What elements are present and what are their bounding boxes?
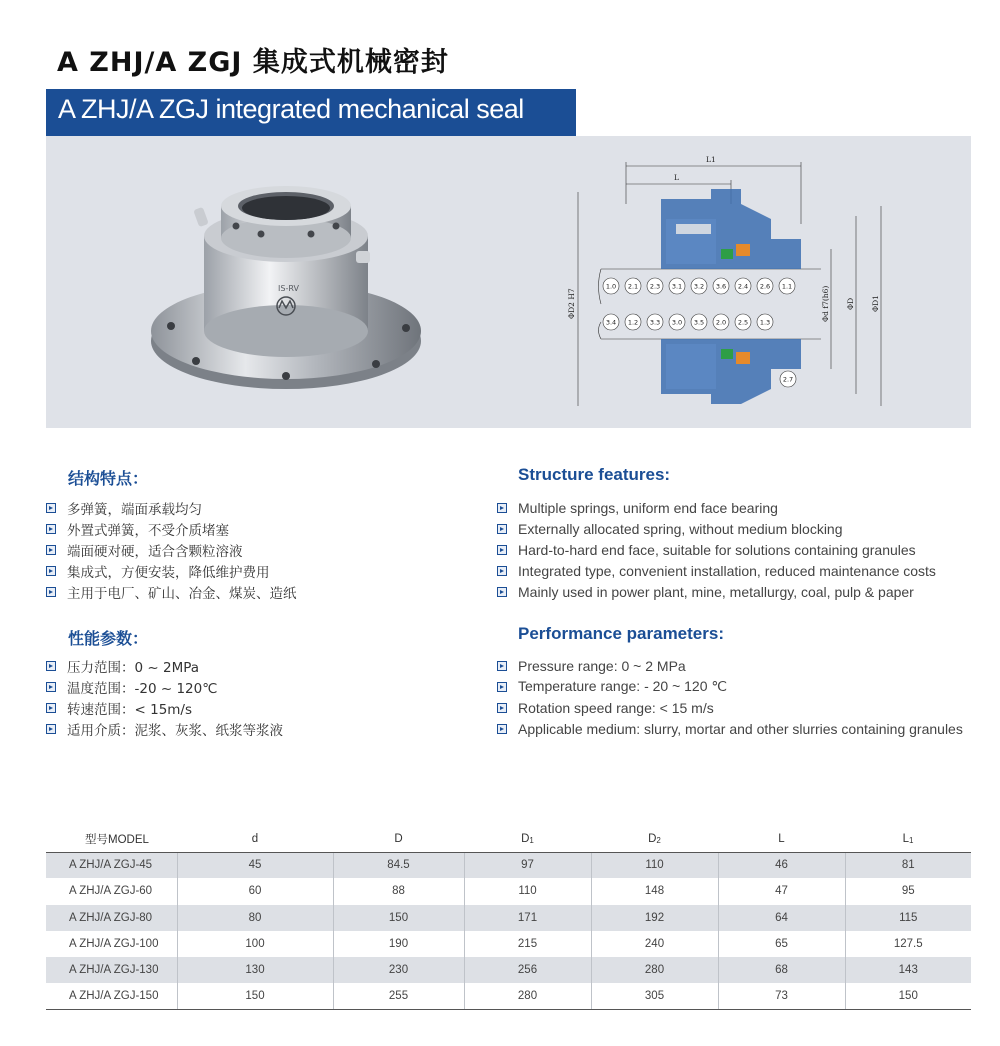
list-item [46, 518, 297, 539]
list-item-text: 温度范围：-20 ~ 120℃ [67, 680, 218, 697]
performance-heading-en: Performance parameters: [518, 624, 724, 643]
list-item-text: Pressure range: 0 ~ 2 MPa [518, 657, 686, 674]
structure-list-cn [46, 497, 297, 602]
dim-label-d2: ΦD2 H7 [567, 288, 576, 319]
page-title-en: A ZHJ/A ZGJ integrated mechanical seal [58, 94, 524, 124]
list-item [46, 676, 283, 697]
table-cell: A ZHJ/A ZGJ-45 [46, 852, 177, 878]
svg-text:IS-RV: IS-RV [278, 284, 299, 293]
list-item-text: 多弹簧，端面承载均匀 [67, 501, 202, 518]
list-item [46, 539, 297, 560]
table-cell: 84.5 [333, 852, 464, 878]
bullet-icon [497, 682, 507, 692]
table-cell: A ZHJ/A ZGJ-130 [46, 957, 177, 983]
bullet-icon [46, 545, 56, 555]
spec-table [46, 826, 971, 1010]
table-cell: A ZHJ/A ZGJ-100 [46, 931, 177, 957]
list-item [497, 560, 936, 581]
drawing-part-number: 3.3 [649, 318, 661, 327]
list-item-text: Integrated type, convenient installation, reduced maintenance costs [518, 562, 936, 579]
bullet-icon [46, 703, 56, 713]
table-cell: 110 [464, 878, 591, 904]
bullet-icon [497, 566, 507, 576]
list-item-text: Mainly used in power plant, mine, metallurgy, coal, pulp & paper [518, 583, 914, 600]
list-item [497, 539, 936, 560]
bullet-icon [46, 724, 56, 734]
table-row [46, 878, 971, 904]
dim-label-shaft-d: Φd f7(h6) [821, 285, 830, 322]
drawing-part-number: 2.0 [715, 318, 727, 327]
table-cell: 215 [464, 931, 591, 957]
page-title-cn: A ZHJ/A ZGJ 集成式机械密封 [57, 47, 449, 78]
table-cell: 150 [177, 983, 333, 1009]
drawing-part-number: 1.1 [781, 282, 793, 291]
list-item [497, 497, 936, 518]
drawing-part-number: 3.0 [671, 318, 683, 327]
list-item [46, 497, 297, 518]
col-header-D: D [333, 826, 464, 852]
table-cell: 47 [718, 878, 845, 904]
performance-list-cn [46, 655, 283, 739]
dim-label-d1: ΦD1 [871, 295, 880, 312]
table-cell: 130 [177, 957, 333, 983]
table-cell: 60 [177, 878, 333, 904]
drawing-part-number: 1.2 [627, 318, 639, 327]
list-item-text: Applicable medium: slurry, mortar and other slurries containing granules [518, 720, 963, 737]
performance-heading-cn: 性能参数： [68, 629, 149, 648]
product-hero-panel [46, 136, 971, 428]
col-header-L1: $L_1$ [845, 826, 971, 852]
list-item [497, 518, 936, 539]
table-row [46, 905, 971, 931]
list-item-text: Temperature range: - 20 ~ 120 ℃ [518, 678, 728, 694]
table-cell: 100 [177, 931, 333, 957]
table-row [46, 852, 971, 878]
title-banner [46, 89, 576, 136]
drawing-part-number: 2.4 [737, 282, 749, 291]
list-item [46, 581, 297, 602]
performance-list-en [497, 655, 963, 739]
list-item [46, 697, 283, 718]
bullet-icon [46, 682, 56, 692]
table-cell: 110 [591, 852, 718, 878]
structure-heading-cn: 结构特点： [68, 469, 149, 488]
table-cell: 255 [333, 983, 464, 1009]
list-item [497, 697, 963, 718]
table-cell: 115 [845, 905, 971, 931]
bullet-icon [497, 703, 507, 713]
table-cell: 148 [591, 878, 718, 904]
table-row [46, 931, 971, 957]
table-cell: 88 [333, 878, 464, 904]
table-cell: A ZHJ/A ZGJ-150 [46, 983, 177, 1009]
drawing-part-number: 1.3 [759, 318, 771, 327]
drawing-part-number: 3.5 [693, 318, 705, 327]
list-item [497, 655, 963, 676]
dim-label-l: L [674, 173, 679, 182]
table-header-row [46, 826, 971, 852]
table-cell: 280 [591, 957, 718, 983]
table-cell: A ZHJ/A ZGJ-60 [46, 878, 177, 904]
list-item-text: 端面硬对硬，适合含颗粒溶液 [67, 543, 243, 560]
table-cell: 143 [845, 957, 971, 983]
drawing-part-number: 2.3 [649, 282, 661, 291]
col-header-D1: $D_1$ [464, 826, 591, 852]
list-item-text: Externally allocated spring, without medium blocking [518, 520, 843, 537]
table-cell: 45 [177, 852, 333, 878]
bullet-icon [46, 587, 56, 597]
table-cell: 305 [591, 983, 718, 1009]
drawing-part-number: 3.6 [715, 282, 727, 291]
drawing-part-number: 3.2 [693, 282, 705, 291]
list-item-text: 集成式，方便安装，降低维护费用 [67, 564, 270, 581]
list-item-text: 转速范围：< 15m/s [67, 701, 193, 718]
drawing-part-number: 2.5 [737, 318, 749, 327]
table-cell: 240 [591, 931, 718, 957]
list-item-text: Hard-to-hard end face, suitable for solutions containing granules [518, 541, 916, 558]
bullet-icon [46, 566, 56, 576]
drawing-part-number: 2.6 [759, 282, 771, 291]
list-item [497, 676, 963, 697]
bullet-icon [497, 524, 507, 534]
list-item-text: 外置式弹簧，不受介质堵塞 [67, 522, 229, 539]
table-cell: 97 [464, 852, 591, 878]
drawing-part-number: 3.1 [671, 282, 683, 291]
dim-label-l1: L1 [706, 155, 716, 164]
bullet-icon [497, 503, 507, 513]
dim-label-d: ΦD [846, 297, 855, 310]
table-row [46, 983, 971, 1009]
table-cell: 171 [464, 905, 591, 931]
table-cell: 73 [718, 983, 845, 1009]
drawing-part-number: 3.4 [605, 318, 617, 327]
table-cell: A ZHJ/A ZGJ-80 [46, 905, 177, 931]
table-cell: 127.5 [893, 938, 923, 951]
bullet-icon [497, 661, 507, 671]
list-item [497, 581, 936, 602]
col-header-model: 型号MODEL [46, 826, 177, 852]
bullet-icon [46, 661, 56, 671]
seal-section-drawing [566, 144, 916, 424]
table-cell: 81 [845, 852, 971, 878]
list-item-text: 压力范围：0 ~ 2MPa [67, 659, 200, 676]
table-row [46, 957, 971, 983]
col-header-D2: $D_2$ [591, 826, 718, 852]
structure-heading-en: Structure features: [518, 465, 671, 484]
table-cell: 280 [464, 983, 591, 1009]
list-item-text: Rotation speed range: < 15 m/s [518, 699, 714, 716]
table-cell: 95 [901, 885, 915, 898]
table-cell: 150 [333, 905, 464, 931]
table-cell: 46 [718, 852, 845, 878]
drawing-part-number: 1.0 [605, 282, 617, 291]
list-item-text: Multiple springs, uniform end face bearing [518, 499, 778, 516]
col-header-L: L [718, 826, 845, 852]
seal-product-photo [126, 166, 456, 406]
list-item-text: 主用于电厂、矿山、冶金、煤炭、造纸 [67, 585, 297, 602]
table-cell: 256 [464, 957, 591, 983]
table-cell: 64 [718, 905, 845, 931]
table-cell: 68 [718, 957, 845, 983]
col-header-d: d [177, 826, 333, 852]
table-cell: 150 [845, 983, 971, 1009]
list-item [497, 718, 963, 739]
list-item [46, 718, 283, 739]
drawing-callout: 2.7 [782, 375, 794, 384]
table-cell: 230 [333, 957, 464, 983]
structure-list-en [497, 497, 936, 602]
bullet-icon [497, 587, 507, 597]
list-item [46, 560, 297, 581]
bullet-icon [46, 503, 56, 513]
list-item-text: 适用介质：泥浆、灰浆、纸浆等浆液 [67, 722, 283, 739]
table-cell: 192 [591, 905, 718, 931]
table-cell: 80 [177, 905, 333, 931]
bullet-icon [497, 724, 507, 734]
list-item [46, 655, 283, 676]
table-cell: 190 [333, 931, 464, 957]
table-cell: 65 [718, 931, 845, 957]
bullet-icon [46, 524, 56, 534]
bullet-icon [497, 545, 507, 555]
drawing-part-number: 2.1 [627, 282, 639, 291]
